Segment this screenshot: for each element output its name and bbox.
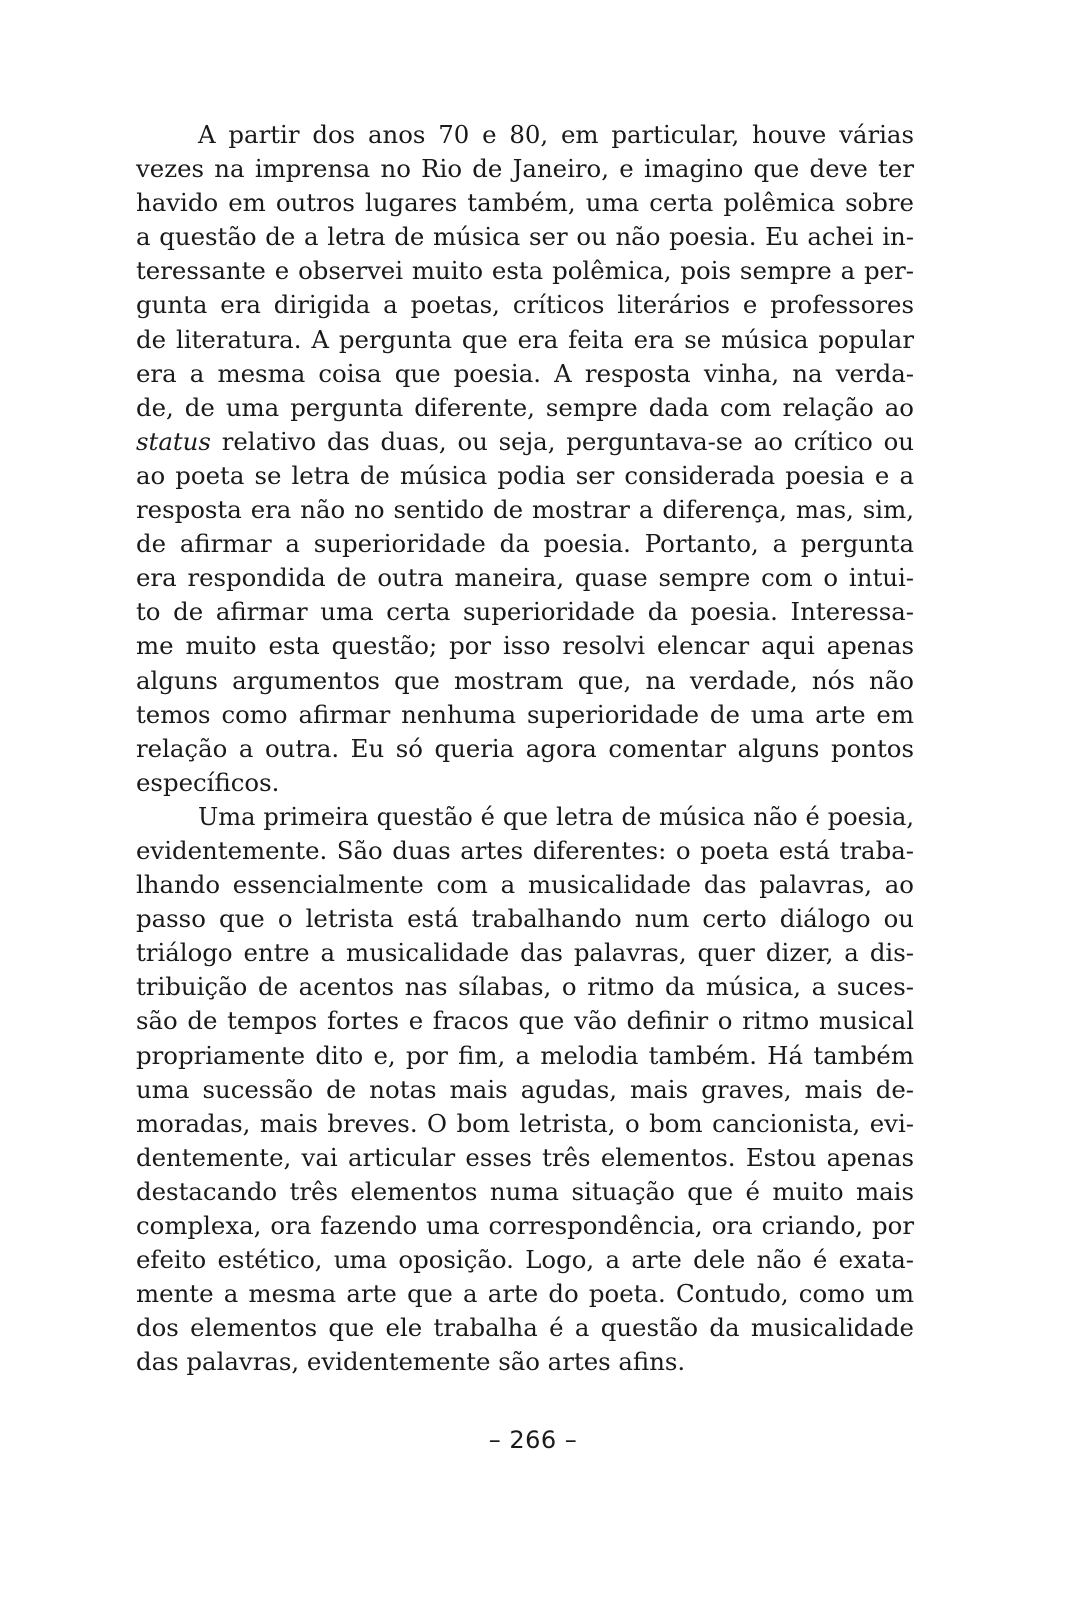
- paragraph-1: [136, 118, 914, 800]
- text-line: temos como afirmar nenhuma superioridade de uma arte em: [136, 699, 914, 729]
- text-line: moradas, mais breves. O bom letrista, o bom cancionista, evi-: [136, 1108, 914, 1138]
- text-line: A partir dos anos 70 e 80, em particular, houve várias: [198, 120, 914, 149]
- text-line: específicos.: [136, 767, 280, 797]
- page-number: – 266 –: [488, 1426, 578, 1454]
- text-line: Uma primeira questão é que letra de música não é poesia,: [198, 802, 914, 831]
- text-line: alguns argumentos que mostram que, na verdade, nós não: [136, 665, 914, 695]
- page-body: [136, 118, 914, 1379]
- text-line: resposta era não no sentido de mostrar a diferença, mas, sim,: [136, 495, 914, 525]
- text-line: triálogo entre a musicalidade das palavras, quer dizer, a dis-: [136, 938, 914, 968]
- text-line: destacando três elementos numa situação que é muito mais: [136, 1176, 914, 1206]
- text-line: das palavras, evidentemente são artes afins.: [136, 1347, 686, 1377]
- text-line: havido em outros lugares também, uma certa polêmica sobre: [136, 188, 914, 218]
- text-line: de literatura. A pergunta que era feita era se música popular: [136, 324, 914, 354]
- text-line: a questão de a letra de música ser ou não poesia. Eu achei in-: [136, 222, 914, 252]
- text-line: gunta era dirigida a poetas, críticos literários e professores: [136, 290, 914, 320]
- text-line: de, de uma pergunta diferente, sempre dada com relação ao: [136, 392, 914, 422]
- text-line: vezes na imprensa no Rio de Janeiro, e imagino que deve ter: [136, 154, 914, 184]
- text-line: era respondida de outra maneira, quase sempre com o intui-: [136, 563, 914, 593]
- text-line: dos elementos que ele trabalha é a questão da musicalidade: [136, 1313, 914, 1343]
- text-line: to de afirmar uma certa superioridade da poesia. Interessa-: [136, 597, 914, 627]
- text-line: propriamente dito e, por fim, a melodia também. Há também: [136, 1040, 914, 1070]
- text-line: uma sucessão de notas mais agudas, mais graves, mais de-: [136, 1074, 914, 1104]
- text-line: passo que o letrista está trabalhando num certo diálogo ou: [136, 904, 914, 934]
- text-line: relação a outra. Eu só queria agora comentar alguns pontos: [136, 733, 914, 763]
- text-line: dentemente, vai articular esses três elementos. Estou apenas: [136, 1142, 914, 1172]
- text-line: era a mesma coisa que poesia. A resposta vinha, na verda-: [136, 358, 914, 388]
- paragraph-2: [136, 800, 914, 1380]
- text-line: teressante e observei muito esta polêmica, pois sempre a per-: [136, 256, 914, 286]
- text-line: complexa, ora fazendo uma correspondência, ora criando, por: [136, 1211, 914, 1240]
- text-line: tribuição de acentos nas sílabas, o ritmo da música, a suces-: [136, 972, 914, 1002]
- italic-term: status: [136, 426, 211, 456]
- text-line: mente a mesma arte que a arte do poeta. Contudo, como um: [136, 1279, 914, 1309]
- text-line: me muito esta questão; por isso resolvi elencar aqui apenas: [136, 631, 914, 661]
- text-line: de afirmar a superioridade da poesia. Portanto, a pergunta: [136, 529, 914, 559]
- text-line: são de tempos fortes e fracos que vão definir o ritmo musical: [136, 1006, 914, 1036]
- text-line: evidentemente. São duas artes diferentes: o poeta está traba-: [136, 835, 914, 865]
- text-line-with-italic: status relativo das duas, ou seja, perguntava-se ao crítico ou: [136, 426, 914, 456]
- text-line: lhando essencialmente com a musicalidade das palavras, ao: [136, 870, 914, 900]
- text-line: efeito estético, uma oposição. Logo, a arte dele não é exata-: [136, 1245, 914, 1275]
- text-line: ao poeta se letra de música podia ser considerada poesia e a: [136, 460, 914, 490]
